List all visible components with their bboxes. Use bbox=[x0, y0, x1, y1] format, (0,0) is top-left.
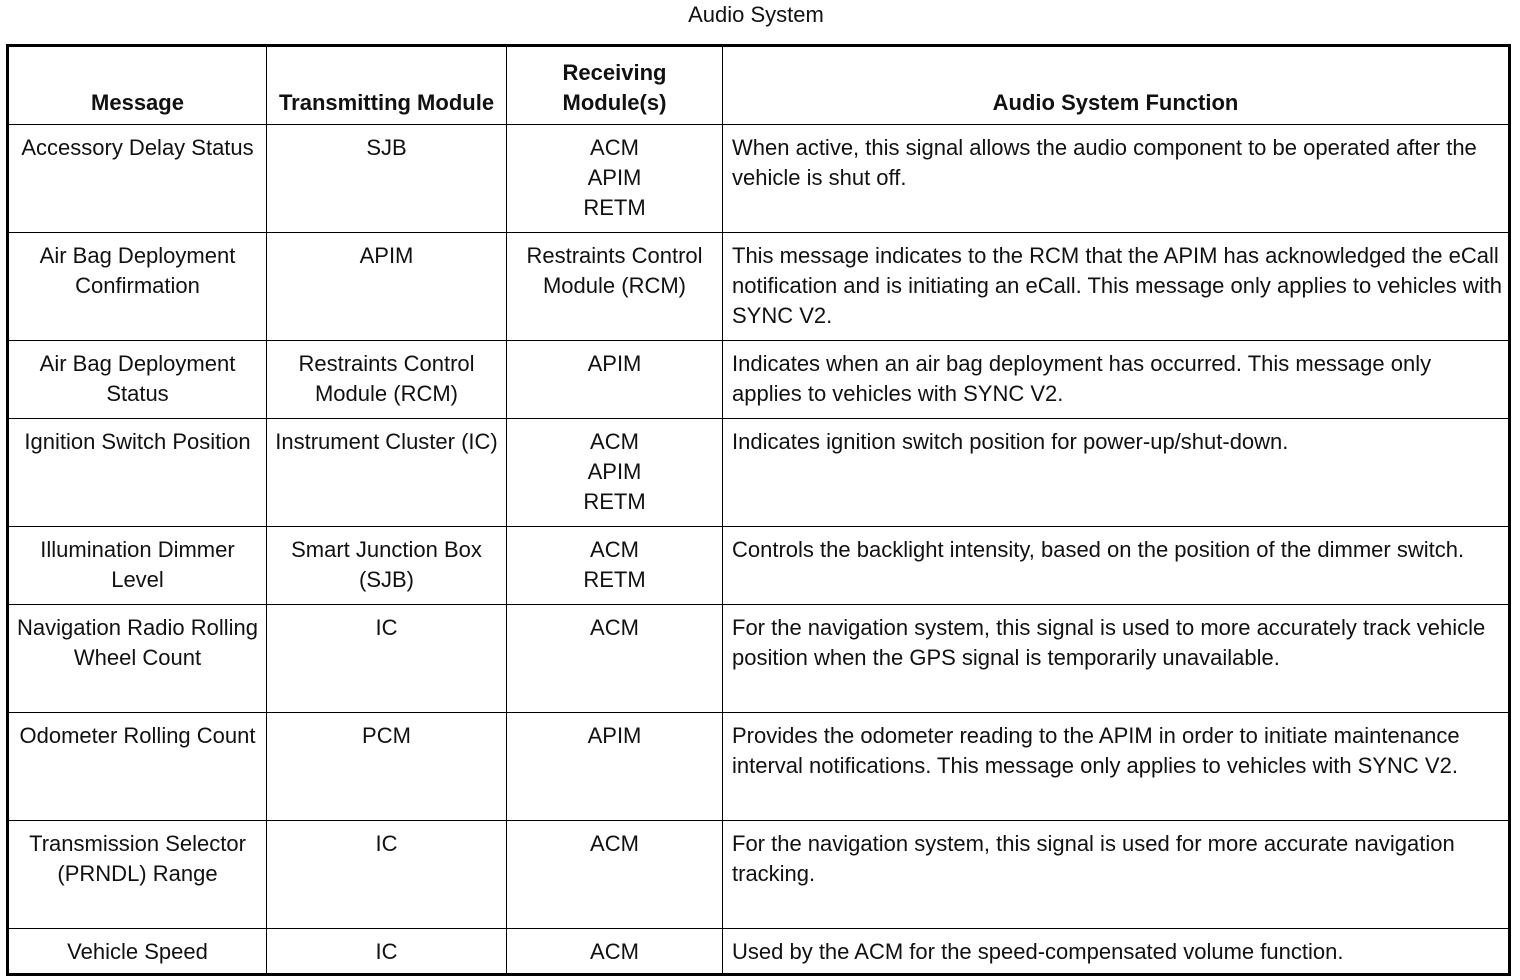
function-cell: For the navigation system, this signal is used for more accurate navigation tracking. bbox=[723, 821, 1510, 929]
transmitting-module-cell: PCM bbox=[267, 713, 507, 821]
function-cell: This message indicates to the RCM that the APIM has acknowledged the eCall notification and is initiating an eCall. This message only applies to vehicles with SYNC V2. bbox=[723, 233, 1510, 341]
receiving-module: APIM bbox=[587, 165, 642, 190]
signal-table bbox=[6, 44, 1511, 976]
message-cell: Transmission Selector (PRNDL) Range bbox=[8, 821, 267, 929]
table-row bbox=[8, 527, 1510, 605]
receiving-module: APIM bbox=[587, 459, 642, 484]
transmitting-module-cell: SJB bbox=[267, 125, 507, 233]
receiving-modules-cell bbox=[507, 713, 723, 821]
message-cell: Ignition Switch Position bbox=[8, 419, 267, 527]
transmitting-module-cell: APIM bbox=[267, 233, 507, 341]
receiving-module: ACM bbox=[590, 135, 639, 160]
receiving-module: RETM bbox=[583, 489, 646, 514]
receiving-module: RETM bbox=[583, 195, 646, 220]
message-cell: Air Bag Deployment Confirmation bbox=[8, 233, 267, 341]
function-cell: Controls the backlight intensity, based on the position of the dimmer switch. bbox=[723, 527, 1510, 605]
message-cell: Navigation Radio Rolling Wheel Count bbox=[8, 605, 267, 713]
table-row bbox=[8, 929, 1510, 975]
table-row bbox=[8, 233, 1510, 341]
receiving-modules-cell bbox=[507, 527, 723, 605]
receiving-module: ACM bbox=[590, 615, 639, 640]
receiving-modules-cell bbox=[507, 605, 723, 713]
function-cell: Indicates ignition switch position for power-up/shut-down. bbox=[723, 419, 1510, 527]
table-row bbox=[8, 419, 1510, 527]
message-cell: Vehicle Speed bbox=[8, 929, 267, 975]
table-row bbox=[8, 821, 1510, 929]
receiving-modules-cell bbox=[507, 233, 723, 341]
message-cell: Air Bag Deployment Status bbox=[8, 341, 267, 419]
message-cell: Odometer Rolling Count bbox=[8, 713, 267, 821]
table-row bbox=[8, 125, 1510, 233]
receiving-module: ACM bbox=[590, 429, 639, 454]
receiving-module: ACM bbox=[590, 939, 639, 964]
transmitting-module-cell: IC bbox=[267, 821, 507, 929]
transmitting-module-cell: Instrument Cluster (IC) bbox=[267, 419, 507, 527]
function-cell: For the navigation system, this signal is used to more accurately track vehicle position when the GPS signal is temporarily unavailable. bbox=[723, 605, 1510, 713]
function-cell: Used by the ACM for the speed-compensated volume function. bbox=[723, 929, 1510, 975]
receiving-modules-cell bbox=[507, 929, 723, 975]
header-receiving-modules: Receiving Module(s) bbox=[507, 46, 723, 125]
receiving-module: ACM bbox=[590, 537, 639, 562]
receiving-module: RETM bbox=[583, 567, 646, 592]
page-title: Audio System bbox=[688, 2, 824, 27]
transmitting-module-cell: IC bbox=[267, 605, 507, 713]
table-body bbox=[8, 125, 1510, 975]
message-cell: Illumination Dimmer Level bbox=[8, 527, 267, 605]
function-cell: When active, this signal allows the audio component to be operated after the vehicle is shut off. bbox=[723, 125, 1510, 233]
receiving-module: APIM bbox=[587, 351, 642, 376]
receiving-module: ACM bbox=[590, 831, 639, 856]
transmitting-module-cell: Restraints Control Module (RCM) bbox=[267, 341, 507, 419]
table-row bbox=[8, 605, 1510, 713]
transmitting-module-cell: Smart Junction Box (SJB) bbox=[267, 527, 507, 605]
header-message: Message bbox=[8, 46, 267, 125]
receiving-module: APIM bbox=[587, 723, 642, 748]
function-cell: Provides the odometer reading to the APIM in order to initiate maintenance interval notifications. This message only applies to vehicles with SYNC V2. bbox=[723, 713, 1510, 821]
header-transmitting-module: Transmitting Module bbox=[267, 46, 507, 125]
table-row bbox=[8, 713, 1510, 821]
table-row bbox=[8, 341, 1510, 419]
receiving-modules-cell bbox=[507, 821, 723, 929]
message-cell: Accessory Delay Status bbox=[8, 125, 267, 233]
receiving-modules-cell bbox=[507, 125, 723, 233]
header-row bbox=[8, 46, 1510, 125]
transmitting-module-cell: IC bbox=[267, 929, 507, 975]
receiving-modules-cell bbox=[507, 341, 723, 419]
receiving-modules-cell bbox=[507, 419, 723, 527]
header-audio-system-function: Audio System Function bbox=[723, 46, 1510, 125]
function-cell: Indicates when an air bag deployment has occurred. This message only applies to vehicles with SYNC V2. bbox=[723, 341, 1510, 419]
receiving-module: Restraints Control Module (RCM) bbox=[526, 243, 703, 298]
